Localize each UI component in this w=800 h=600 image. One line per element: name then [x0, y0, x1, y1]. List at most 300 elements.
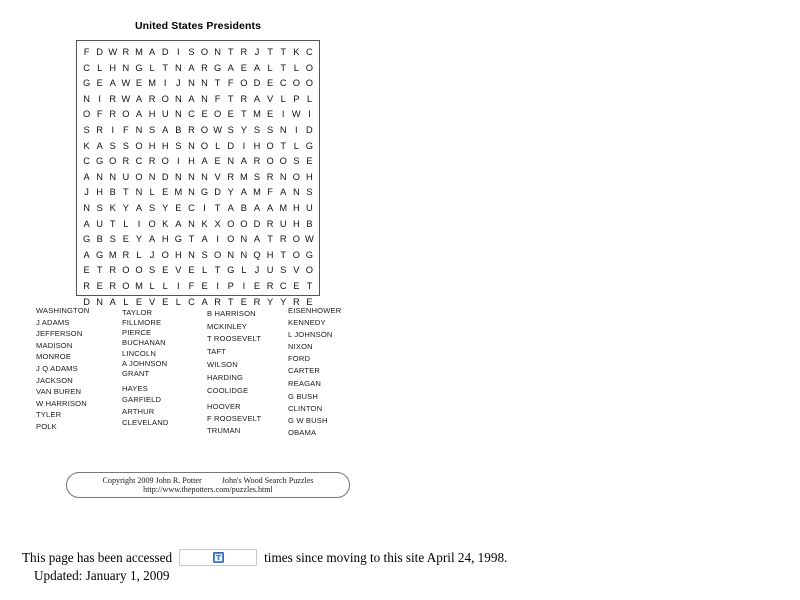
grid-cell[interactable]: S [266, 124, 274, 135]
grid-cell[interactable]: K [109, 202, 116, 213]
grid-cell[interactable]: T [227, 93, 234, 104]
word-list-item[interactable]: GARFIELD [122, 395, 162, 404]
grid-cell[interactable]: A [280, 187, 287, 198]
word-list-item[interactable]: GRANT [122, 369, 150, 378]
grid-cell[interactable]: Y [162, 202, 169, 213]
word-list-item[interactable]: KENNEDY [288, 318, 326, 327]
grid-cell[interactable]: T [280, 140, 287, 151]
grid-cell[interactable]: E [135, 78, 143, 89]
word-list-item[interactable]: CLINTON [288, 403, 323, 413]
grid-cell[interactable]: Y [280, 296, 287, 307]
grid-cell[interactable]: O [292, 234, 300, 245]
grid-cell[interactable]: O [200, 140, 209, 151]
grid-cell[interactable]: I [98, 93, 101, 104]
grid-cell[interactable]: G [82, 78, 91, 89]
grid-cell[interactable]: I [242, 140, 246, 151]
word-list-item[interactable]: WILSON [207, 360, 238, 369]
grid-cell[interactable]: O [266, 156, 274, 167]
word-list-item[interactable]: MCKINLEY [207, 322, 248, 331]
grid-cell[interactable]: F [267, 187, 273, 198]
grid-cell[interactable]: I [281, 109, 285, 120]
grid-cell[interactable]: S [253, 171, 261, 182]
grid-cell[interactable]: P [293, 93, 300, 104]
grid-cell[interactable]: B [306, 218, 313, 229]
grid-cell[interactable]: J [175, 78, 181, 89]
grid-cell[interactable]: S [253, 124, 261, 135]
grid-cell[interactable]: E [175, 202, 182, 213]
word-list-item[interactable]: G W BUSH [288, 415, 328, 425]
grid-cell[interactable]: O [148, 218, 156, 229]
grid-cell[interactable]: N [292, 187, 300, 198]
grid-cell[interactable]: L [175, 296, 181, 307]
grid-cell[interactable]: T [109, 218, 116, 229]
grid-cell[interactable]: G [305, 140, 314, 151]
grid-cell[interactable]: A [240, 156, 247, 167]
grid-cell[interactable]: I [111, 124, 115, 135]
grid-cell[interactable]: A [135, 93, 143, 104]
word-list-item[interactable]: BUCHANAN [122, 337, 166, 347]
grid-cell[interactable]: Y [122, 202, 129, 213]
grid-cell[interactable]: E [214, 156, 221, 167]
grid-cell[interactable]: B [175, 124, 182, 135]
grid-cell[interactable]: T [241, 109, 247, 120]
grid-cell[interactable]: L [123, 218, 129, 229]
grid-cell[interactable]: D [96, 47, 104, 57]
grid-cell[interactable]: O [200, 124, 209, 135]
grid-cell[interactable]: J [254, 47, 260, 57]
grid-cell[interactable]: K [293, 47, 300, 57]
grid-cell[interactable]: S [175, 140, 182, 151]
grid-cell[interactable]: N [174, 109, 182, 120]
grid-cell[interactable]: N [174, 62, 182, 73]
word-list-item[interactable]: F ROOSEVELT [207, 414, 262, 423]
grid-cell[interactable]: V [149, 296, 156, 307]
grid-cell[interactable]: L [293, 62, 299, 73]
grid-cell[interactable]: R [292, 296, 300, 307]
grid-cell[interactable]: R [266, 218, 274, 229]
grid-cell[interactable]: R [148, 93, 156, 104]
grid-cell[interactable]: D [253, 218, 261, 229]
grid-cell[interactable]: G [200, 187, 209, 198]
grid-cell[interactable]: E [293, 280, 300, 291]
grid-cell[interactable]: I [203, 202, 206, 213]
grid-cell[interactable]: H [266, 249, 274, 260]
grid-cell[interactable]: H [148, 109, 156, 120]
grid-cell[interactable]: T [214, 265, 221, 276]
grid-cell[interactable]: C [135, 156, 143, 167]
word-list-item[interactable]: HARDING [207, 372, 244, 382]
grid-cell[interactable]: L [149, 187, 155, 198]
word-list-item[interactable]: HOOVER [207, 402, 241, 411]
grid-cell[interactable]: N [174, 93, 182, 104]
grid-cell[interactable]: O [200, 47, 209, 57]
grid-cell[interactable]: C [188, 202, 195, 213]
grid-cell[interactable]: R [214, 296, 221, 307]
word-list-item[interactable]: EISENHOWER [288, 306, 342, 315]
grid-cell[interactable]: O [227, 218, 235, 229]
grid-cell[interactable]: S [109, 234, 116, 245]
word-list-item[interactable]: JACKSON [36, 375, 73, 385]
grid-cell[interactable]: I [177, 156, 180, 167]
word-list-item[interactable]: G BUSH [288, 391, 319, 401]
grid-cell[interactable]: D [253, 78, 261, 89]
grid-cell[interactable]: Y [227, 187, 234, 198]
grid-cell[interactable]: E [306, 296, 313, 307]
grid-cell[interactable]: S [306, 187, 313, 198]
grid-cell[interactable]: D [161, 171, 169, 182]
word-list-item[interactable]: MONROE [36, 352, 72, 362]
word-list-item[interactable]: NIXON [288, 342, 313, 351]
grid-cell[interactable]: V [214, 171, 221, 182]
grid-cell[interactable]: F [227, 78, 234, 89]
grid-cell[interactable]: N [109, 171, 117, 182]
grid-cell[interactable]: I [308, 109, 311, 120]
grid-cell[interactable]: O [109, 156, 117, 167]
word-list-item[interactable]: REAGAN [288, 378, 321, 388]
grid-cell[interactable]: G [305, 249, 314, 260]
grid-cell[interactable]: A [201, 296, 208, 307]
grid-cell[interactable]: S [83, 124, 90, 135]
grid-cell[interactable]: N [188, 78, 195, 89]
grid-cell[interactable]: N [201, 171, 208, 182]
grid-cell[interactable]: S [96, 202, 103, 213]
grid-cell[interactable]: N [279, 171, 287, 182]
grid-cell[interactable]: T [267, 234, 273, 245]
grid-cell[interactable]: R [227, 171, 235, 182]
grid-cell[interactable]: J [84, 187, 89, 198]
grid-cell[interactable]: I [137, 218, 141, 229]
grid-cell[interactable]: T [123, 187, 129, 198]
grid-cell[interactable]: N [148, 171, 156, 182]
grid-cell[interactable]: L [149, 280, 155, 291]
grid-cell[interactable]: J [149, 249, 155, 260]
word-list-item[interactable]: J Q ADAMS [36, 364, 78, 373]
grid-cell[interactable]: R [266, 171, 274, 182]
grid-cell[interactable]: U [279, 218, 287, 229]
grid-cell[interactable]: O [292, 78, 300, 89]
grid-cell[interactable]: A [188, 93, 195, 104]
grid-cell[interactable]: I [163, 78, 167, 89]
puzzles-url[interactable]: http://www.thepotters.com/puzzles.html [143, 485, 273, 494]
grid-cell[interactable]: A [149, 47, 156, 57]
grid-cell[interactable]: A [240, 187, 247, 198]
grid-cell[interactable]: M [148, 78, 156, 89]
grid-cell[interactable]: Y [266, 296, 274, 307]
grid-cell[interactable]: N [96, 296, 104, 307]
grid-cell[interactable]: R [279, 234, 287, 245]
grid-cell[interactable]: T [96, 265, 103, 276]
grid-cell[interactable]: H [96, 187, 104, 198]
grid-cell[interactable]: T [280, 249, 287, 260]
word-list-item[interactable]: T ROOSEVELT [207, 334, 262, 343]
grid-cell[interactable]: R [109, 93, 117, 104]
grid-cell[interactable]: N [240, 249, 248, 260]
grid-cell[interactable]: O [227, 234, 235, 245]
grid-cell[interactable]: N [96, 171, 104, 182]
grid-cell[interactable]: I [295, 124, 298, 135]
grid-cell[interactable]: E [266, 109, 274, 120]
word-list-item[interactable]: VAN BUREN [36, 387, 82, 397]
grid-cell[interactable]: A [266, 202, 274, 213]
grid-cell[interactable]: C [279, 78, 287, 89]
grid-cell[interactable]: B [96, 234, 103, 245]
word-list-item[interactable]: WASHINGTON [36, 306, 90, 315]
grid-cell[interactable]: M [174, 187, 183, 198]
word-list-item[interactable]: OBAMA [288, 427, 317, 437]
grid-cell[interactable]: L [162, 280, 168, 291]
grid-cell[interactable]: A [253, 202, 261, 213]
grid-cell[interactable]: O [305, 62, 314, 73]
grid-cell[interactable]: A [83, 218, 90, 229]
grid-cell[interactable]: H [174, 249, 182, 260]
grid-cell[interactable]: H [148, 140, 156, 151]
grid-cell[interactable]: O [279, 156, 287, 167]
grid-cell[interactable]: I [216, 234, 219, 245]
grid-cell[interactable]: O [266, 140, 274, 151]
grid-cell[interactable]: O [122, 265, 130, 276]
grid-cell[interactable]: L [293, 140, 299, 151]
grid-cell[interactable]: G [135, 62, 143, 73]
grid-cell[interactable]: O [292, 171, 300, 182]
grid-cell[interactable]: E [96, 78, 103, 89]
grid-cell[interactable]: M [135, 280, 143, 291]
grid-cell[interactable]: N [227, 249, 235, 260]
grid-cell[interactable]: S [122, 140, 129, 151]
grid-cell[interactable]: T [227, 296, 234, 307]
grid-cell[interactable]: L [201, 265, 208, 276]
grid-cell[interactable]: N [214, 47, 221, 57]
grid-cell[interactable]: Y [135, 234, 143, 245]
grid-cell[interactable]: N [135, 187, 143, 198]
grid-cell[interactable]: T [214, 202, 221, 213]
grid-cell[interactable]: E [162, 296, 169, 307]
grid-cell[interactable]: W [108, 47, 118, 57]
grid-cell[interactable]: G [227, 265, 235, 276]
word-list-item[interactable]: ARTHUR [122, 406, 155, 416]
grid-cell[interactable]: L [149, 62, 155, 73]
grid-cell[interactable]: A [83, 171, 90, 182]
grid-cell[interactable]: A [135, 202, 143, 213]
grid-cell[interactable]: S [149, 202, 156, 213]
grid-cell[interactable]: I [242, 280, 246, 291]
grid-cell[interactable]: S [201, 249, 208, 260]
grid-cell[interactable]: A [162, 124, 169, 135]
word-list-item[interactable]: FILLMORE [122, 317, 162, 327]
grid-cell[interactable]: K [83, 140, 90, 151]
word-list-item[interactable]: POLK [36, 422, 57, 431]
grid-cell[interactable]: S [109, 140, 116, 151]
word-list-item[interactable]: CARTER [288, 366, 320, 375]
grid-cell[interactable]: V [175, 265, 182, 276]
grid-cell[interactable]: A [227, 62, 234, 73]
grid-cell[interactable]: N [188, 249, 195, 260]
grid-cell[interactable]: C [279, 280, 287, 291]
grid-cell[interactable]: C [188, 296, 195, 307]
grid-cell[interactable]: E [306, 156, 313, 167]
grid-cell[interactable]: H [306, 171, 313, 182]
grid-cell[interactable]: H [188, 156, 195, 167]
grid-cell[interactable]: L [241, 265, 247, 276]
grid-cell[interactable]: R [109, 265, 117, 276]
grid-cell[interactable]: K [162, 218, 169, 229]
grid-cell[interactable]: E [162, 187, 169, 198]
grid-cell[interactable]: H [292, 202, 300, 213]
grid-cell[interactable]: B [240, 202, 247, 213]
grid-cell[interactable]: F [214, 93, 221, 104]
grid-cell[interactable]: N [135, 124, 143, 135]
grid-cell[interactable]: C [306, 47, 313, 57]
grid-cell[interactable]: E [122, 234, 129, 245]
grid-cell[interactable]: R [266, 280, 274, 291]
word-list-item[interactable]: LINCOLN [122, 349, 156, 358]
grid-cell[interactable]: R [253, 296, 261, 307]
grid-cell[interactable]: O [214, 249, 222, 260]
grid-cell[interactable]: N [174, 171, 182, 182]
word-list-item[interactable]: CLEVELAND [122, 418, 169, 427]
grid-cell[interactable]: G [82, 234, 91, 245]
grid-cell[interactable]: T [227, 47, 234, 57]
grid-cell[interactable]: O [122, 109, 130, 120]
grid-cell[interactable]: O [135, 140, 143, 151]
grid-cell[interactable]: L [123, 296, 129, 307]
grid-cell[interactable]: L [306, 93, 312, 104]
grid-cell[interactable]: T [162, 62, 169, 73]
grid-cell[interactable]: M [135, 47, 143, 57]
grid-cell[interactable]: E [227, 109, 234, 120]
grid-cell[interactable]: E [96, 280, 103, 291]
grid-cell[interactable]: H [253, 140, 261, 151]
grid-cell[interactable]: S [293, 156, 300, 167]
grid-cell[interactable]: F [188, 280, 195, 291]
grid-cell[interactable]: A [149, 234, 156, 245]
grid-cell[interactable]: G [174, 234, 182, 245]
grid-cell[interactable]: M [239, 171, 248, 182]
grid-cell[interactable]: F [123, 124, 129, 135]
grid-cell[interactable]: E [135, 296, 143, 307]
grid-cell[interactable]: U [306, 202, 313, 213]
grid-cell[interactable]: P [227, 280, 234, 291]
grid-cell[interactable]: O [305, 78, 314, 89]
grid-cell[interactable]: R [96, 124, 104, 135]
grid-cell[interactable]: E [266, 78, 274, 89]
grid-cell[interactable]: I [177, 280, 180, 291]
grid-cell[interactable]: R [122, 249, 130, 260]
word-list-item[interactable]: HAYES [122, 383, 148, 393]
grid-cell[interactable]: A [83, 249, 90, 260]
grid-cell[interactable]: A [109, 78, 116, 89]
grid-cell[interactable]: D [227, 140, 235, 151]
grid-cell[interactable]: U [161, 109, 169, 120]
grid-cell[interactable]: N [227, 156, 235, 167]
grid-cell[interactable]: N [201, 78, 208, 89]
grid-cell[interactable]: R [109, 280, 117, 291]
grid-cell[interactable]: A [253, 62, 261, 73]
grid-cell[interactable]: M [253, 109, 261, 120]
grid-cell[interactable]: S [280, 265, 287, 276]
grid-cell[interactable]: T [267, 47, 273, 57]
grid-cell[interactable]: T [214, 78, 221, 89]
word-list-item[interactable]: TAFT [207, 347, 227, 356]
grid-cell[interactable]: G [214, 62, 222, 73]
grid-cell[interactable]: A [175, 218, 182, 229]
grid-cell[interactable]: E [240, 296, 247, 307]
grid-cell[interactable]: A [201, 156, 208, 167]
grid-cell[interactable]: D [83, 296, 90, 307]
word-list-item[interactable]: JEFFERSON [36, 329, 83, 339]
grid-cell[interactable]: E [240, 62, 247, 73]
grid-cell[interactable]: R [122, 47, 130, 57]
grid-cell[interactable]: N [188, 171, 195, 182]
grid-cell[interactable]: G [96, 249, 104, 260]
grid-cell[interactable]: E [162, 265, 169, 276]
grid-cell[interactable]: E [188, 265, 195, 276]
grid-cell[interactable]: R [201, 62, 208, 73]
grid-cell[interactable]: U [122, 171, 130, 182]
grid-cell[interactable]: A [109, 296, 116, 307]
grid-cell[interactable]: C [188, 109, 195, 120]
word-list-item[interactable]: B HARRISON [207, 309, 256, 318]
grid-cell[interactable]: O [135, 265, 143, 276]
grid-cell[interactable]: M [253, 187, 261, 198]
grid-cell[interactable]: O [240, 218, 248, 229]
grid-cell[interactable]: V [293, 265, 300, 276]
grid-cell[interactable]: E [201, 280, 208, 291]
grid-cell[interactable]: C [83, 62, 90, 73]
grid-cell[interactable]: D [161, 47, 169, 57]
grid-cell[interactable]: O [292, 249, 300, 260]
grid-cell[interactable]: N [201, 93, 208, 104]
grid-cell[interactable]: H [109, 62, 117, 73]
grid-cell[interactable]: D [306, 124, 313, 135]
grid-cell[interactable]: I [177, 47, 180, 57]
grid-cell[interactable]: R [240, 93, 248, 104]
grid-cell[interactable]: T [188, 234, 195, 245]
word-list-item[interactable]: L JOHNSON [288, 330, 333, 339]
grid-cell[interactable]: R [240, 47, 248, 57]
grid-cell[interactable]: O [240, 78, 248, 89]
word-list-item[interactable]: J ADAMS [36, 317, 70, 327]
grid-cell[interactable]: N [279, 124, 287, 135]
grid-cell[interactable]: M [108, 249, 117, 260]
grid-cell[interactable]: O [161, 156, 169, 167]
grid-cell[interactable]: L [215, 140, 221, 151]
grid-cell[interactable]: V [266, 93, 274, 104]
grid-cell[interactable]: A [253, 234, 261, 245]
grid-cell[interactable]: W [121, 93, 131, 104]
grid-cell[interactable]: S [188, 47, 195, 57]
word-list-item[interactable]: COOLIDGE [207, 386, 249, 395]
grid-cell[interactable]: L [267, 62, 273, 73]
grid-cell[interactable]: R [188, 124, 195, 135]
grid-cell[interactable]: D [214, 187, 221, 198]
grid-cell[interactable]: N [188, 140, 195, 151]
grid-cell[interactable]: A [227, 202, 234, 213]
word-list-item[interactable]: TAYLOR [122, 307, 153, 317]
grid-cell[interactable]: T [306, 280, 313, 291]
grid-cell[interactable]: E [83, 265, 90, 276]
grid-cell[interactable]: O [122, 280, 130, 291]
grid-cell[interactable]: A [201, 234, 208, 245]
grid-cell[interactable]: U [96, 218, 104, 229]
word-list-item[interactable]: W HARRISON [36, 398, 87, 408]
grid-cell[interactable]: E [201, 109, 208, 120]
grid-cell[interactable]: A [135, 109, 143, 120]
grid-cell[interactable]: R [122, 156, 130, 167]
grid-cell[interactable]: H [161, 234, 169, 245]
grid-cell[interactable]: M [279, 202, 288, 213]
grid-cell[interactable]: S [149, 265, 156, 276]
grid-cell[interactable]: T [280, 62, 287, 73]
